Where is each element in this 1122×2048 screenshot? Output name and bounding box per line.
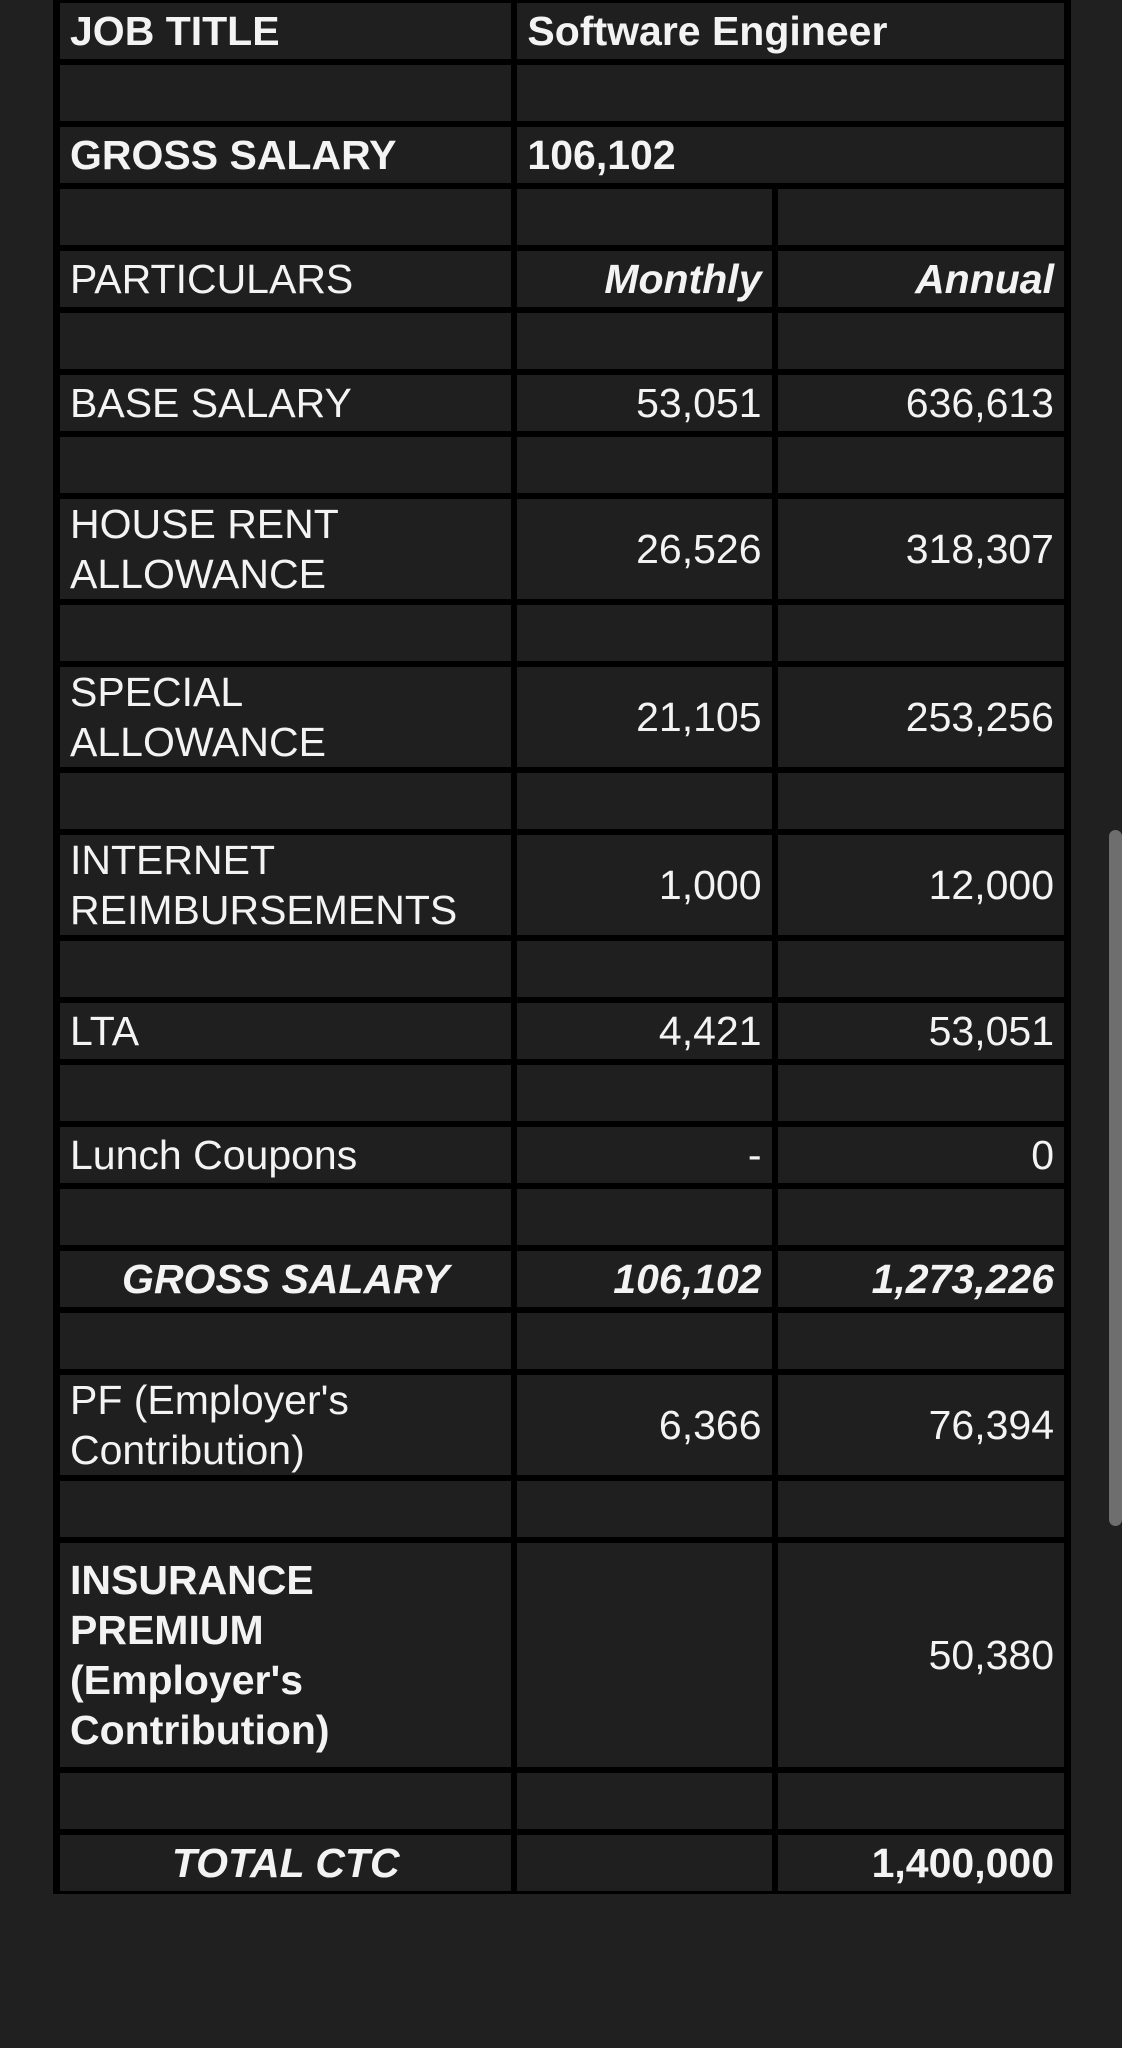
gross-salary-value: 106,102 [514,124,1067,186]
empty-cell [775,1770,1068,1832]
spacer-row [57,62,1067,124]
scrollbar-thumb[interactable] [1109,830,1122,1526]
empty-cell [514,186,774,248]
empty-cell [514,434,774,496]
row-monthly: - [514,1124,774,1186]
salary-row [57,372,1067,434]
row-monthly: 21,105 [514,664,774,770]
empty-cell [775,434,1068,496]
salary-row [57,664,1067,770]
spacer-row [57,602,1067,664]
row-label: Lunch Coupons [57,1124,514,1186]
empty-cell [514,310,774,372]
total-ctc-annual: 1,400,000 [775,1832,1068,1894]
empty-cell [57,434,514,496]
pf-row [57,1372,1067,1478]
empty-cell [775,602,1068,664]
spacer-row [57,1478,1067,1540]
monthly-header: Monthly [514,248,774,310]
empty-cell [775,938,1068,1000]
empty-cell [775,1186,1068,1248]
row-monthly: 4,421 [514,1000,774,1062]
spacer-row [57,186,1067,248]
salary-row [57,1000,1067,1062]
empty-cell [57,602,514,664]
spacer-row [57,1310,1067,1372]
empty-cell [57,62,514,124]
empty-cell [775,1478,1068,1540]
empty-cell [775,770,1068,832]
gross-total-annual: 1,273,226 [775,1248,1068,1310]
spacer-row [57,1062,1067,1124]
gross-salary-total-row [57,1248,1067,1310]
gross-salary-label: GROSS SALARY [57,124,514,186]
empty-cell [514,1770,774,1832]
insurance-monthly [514,1540,774,1770]
empty-cell [514,602,774,664]
empty-cell [514,1186,774,1248]
empty-cell [57,938,514,1000]
empty-cell [57,1310,514,1372]
gross-total-label: GROSS SALARY [57,1248,514,1310]
particulars-header: PARTICULARS [57,248,514,310]
gross-salary-header-row [57,124,1067,186]
spacer-row [57,770,1067,832]
empty-cell [514,770,774,832]
insurance-annual: 50,380 [775,1540,1068,1770]
pf-annual: 76,394 [775,1372,1068,1478]
gross-total-monthly: 106,102 [514,1248,774,1310]
salary-breakup-table [53,0,1071,1894]
total-ctc-row [57,1832,1067,1894]
salary-row [57,832,1067,938]
empty-cell [57,1478,514,1540]
row-monthly: 26,526 [514,496,774,602]
empty-cell [775,1310,1068,1372]
job-title-value: Software Engineer [514,0,1067,62]
salary-row [57,1124,1067,1186]
empty-cell [57,1770,514,1832]
empty-cell [57,1186,514,1248]
empty-cell [514,1478,774,1540]
spacer-row [57,938,1067,1000]
pf-label: PF (Employer's Contribution) [57,1372,514,1478]
empty-cell [57,770,514,832]
row-monthly: 53,051 [514,372,774,434]
empty-cell [775,186,1068,248]
empty-cell [514,938,774,1000]
spacer-row [57,1186,1067,1248]
row-annual: 0 [775,1124,1068,1186]
empty-cell [514,1062,774,1124]
row-annual: 318,307 [775,496,1068,602]
empty-cell [775,1062,1068,1124]
empty-cell [57,186,514,248]
spacer-row [57,310,1067,372]
empty-cell [775,310,1068,372]
column-header-row [57,248,1067,310]
job-title-label: JOB TITLE [57,0,514,62]
annual-header: Annual [775,248,1068,310]
total-ctc-label: TOTAL CTC [57,1832,514,1894]
pf-monthly: 6,366 [514,1372,774,1478]
spacer-row [57,1770,1067,1832]
total-ctc-monthly [514,1832,774,1894]
row-label: HOUSE RENT ALLOWANCE [57,496,514,602]
row-label: SPECIAL ALLOWANCE [57,664,514,770]
row-monthly: 1,000 [514,832,774,938]
job-title-row [57,0,1067,62]
spacer-row [57,434,1067,496]
insurance-row [57,1540,1067,1770]
empty-cell [57,310,514,372]
row-label: LTA [57,1000,514,1062]
empty-cell [514,1310,774,1372]
row-annual: 636,613 [775,372,1068,434]
row-annual: 12,000 [775,832,1068,938]
row-annual: 253,256 [775,664,1068,770]
salary-row [57,496,1067,602]
empty-cell [514,62,1067,124]
row-label: BASE SALARY [57,372,514,434]
insurance-label: INSURANCE PREMIUM (Employer's Contribution) [57,1540,514,1770]
row-annual: 53,051 [775,1000,1068,1062]
row-label: INTERNET REIMBURSEMENTS [57,832,514,938]
empty-cell [57,1062,514,1124]
